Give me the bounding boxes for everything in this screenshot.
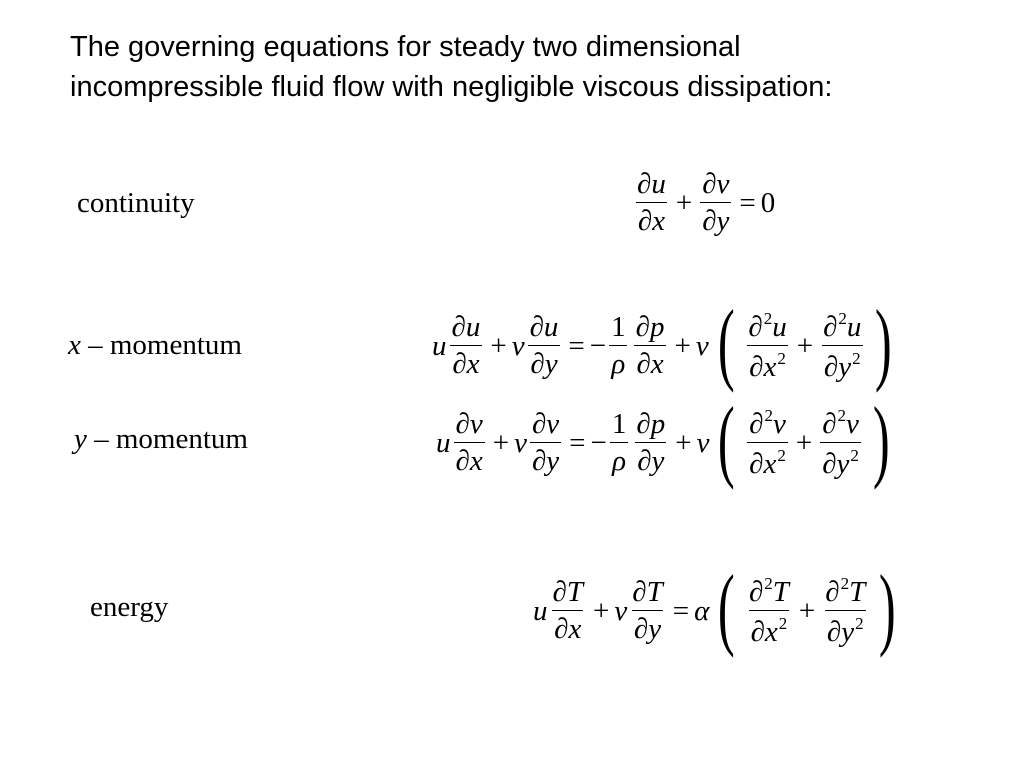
x-momentum-equation: u $\frac{\partial u}{\partial x}$ + v $\frac{\partial u}{\partial y}$ = − $\frac{1}{\rho}$ $\frac{\partial p}{\partial x}$ + ν ( $\frac{\partial^2u}{\partial x^2}$ + $\frac{\partial^2u}{\partial y^2}$ ) (432, 291, 893, 393)
energy-label: energy (90, 591, 169, 623)
x-momentum-label: x – momentum (68, 329, 242, 361)
dv-dy-fraction: $\frac{\partial v}{\partial y}$ (702, 168, 730, 237)
energy-equation: u $\frac{\partial T}{\partial x}$ + v $\frac{\partial T}{\partial y}$ = α ( $\frac{\partial^2T}{\partial x^2}$ + $\frac{\partial^2T}{\partial y^2}$ ) (533, 556, 897, 658)
y-momentum-equation: u $\frac{\partial v}{\partial x}$ + v $\frac{\partial v}{\partial y}$ = − $\frac{1}{\rho}$ $\frac{\partial p}{\partial y}$ + ν ( $\frac{\partial^2v}{\partial x^2}$ + $\frac{\partial^2v}{\partial y^2}$ ) (436, 388, 890, 490)
continuity-label: continuity (77, 187, 195, 219)
y-momentum-label: y – momentum (74, 423, 248, 455)
continuity-equation: $\frac{\partial u}{\partial x}$ + $\frac{\partial v}{\partial y}$ = 0 (637, 168, 776, 237)
slide-title: The governing equations for steady two dimensional incompressible fluid flow with negligible viscous dissipation: (70, 31, 833, 103)
du-dx-fraction: $\frac{\partial u}{\partial x}$ (637, 168, 666, 237)
